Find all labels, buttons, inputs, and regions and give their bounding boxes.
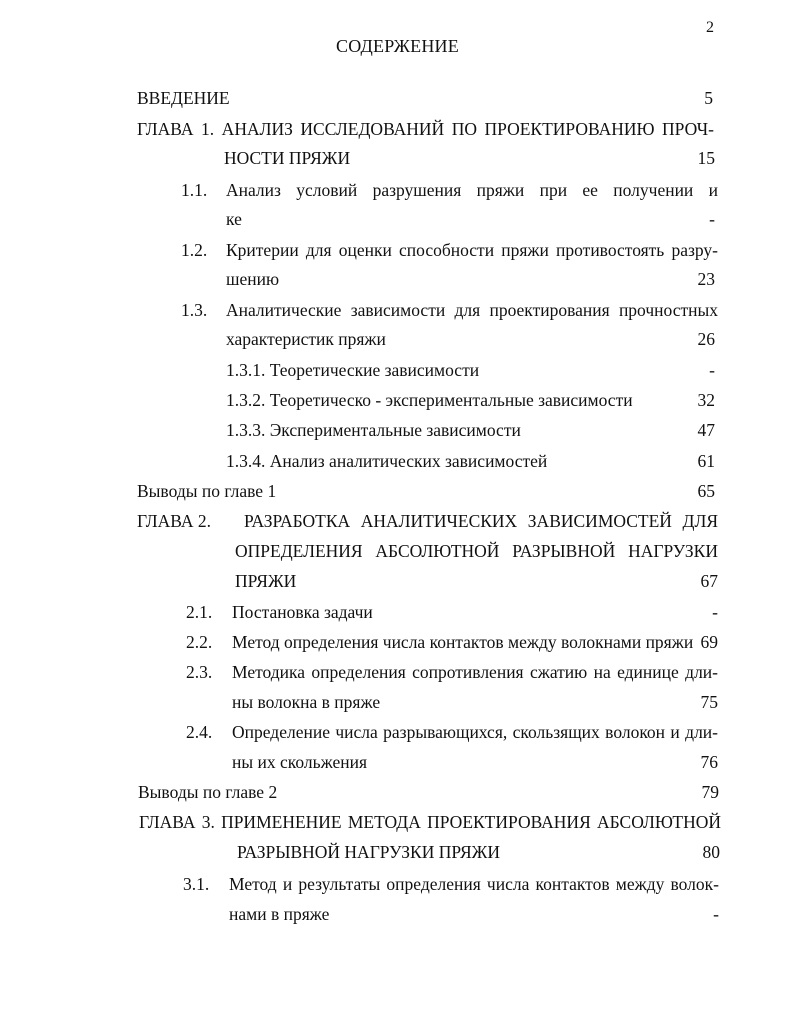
toc-entry-number: ГЛАВА 2. [137, 511, 212, 531]
toc-entry-text: ке [226, 209, 242, 229]
toc-entry-page: 5 [704, 88, 713, 108]
toc-entry-page: 23 [697, 269, 715, 289]
toc-entry-page: 15 [697, 148, 715, 168]
toc-entry-page: 26 [697, 329, 715, 349]
toc-entry-text: ГЛАВА 3. ПРИМЕНЕНИЕ МЕТОДА ПРОЕКТИРОВАНИЯ АБСОЛЮТНОЙ [139, 812, 721, 832]
toc-entry-text: нами в пряже [229, 904, 330, 924]
toc-entry-page: - [712, 602, 718, 622]
toc-entry-text: 1.3.2. Теоретическо - экспериментальные зависимости [226, 390, 633, 410]
toc-entry-text: Анализ условий разрушения пряжи при ее получении и [226, 180, 718, 200]
toc-entry-text: ОПРЕДЕЛЕНИЯ АБСОЛЮТНОЙ РАЗРЫВНОЙ НАГРУЗКИ [235, 541, 718, 561]
page-title: СОДЕРЖЕНИЕ [336, 36, 459, 56]
toc-entry-text: Критерии для оценки способности пряжи противостоять разру- [226, 240, 718, 260]
toc-entry-text: шению [226, 269, 280, 289]
toc-entry-text: характеристик пряжи [226, 329, 386, 349]
toc-entry-text: 1.3.1. Теоретические зависимости [226, 360, 480, 380]
toc-entry-page: 67 [700, 571, 718, 591]
toc-entry-text: РАЗРЫВНОЙ НАГРУЗКИ ПРЯЖИ [237, 842, 500, 862]
toc-entry-page: - [713, 904, 719, 924]
toc-entry-number: 2.1. [186, 602, 213, 622]
toc-entry-page: - [709, 360, 715, 380]
toc-entry-text: ны их скольжения [232, 752, 368, 772]
toc-entry-text: РАЗРАБОТКА АНАЛИТИЧЕСКИХ ЗАВИСИМОСТЕЙ ДЛЯ [244, 511, 718, 531]
toc-entry-page: 75 [700, 692, 718, 712]
toc-entry-text: Методика определения сопротивления сжатию на единице дли- [232, 662, 718, 682]
toc-entry-page: 69 [700, 632, 718, 652]
toc-entry-number: 2.4. [186, 722, 213, 742]
toc-entry-text: ВВЕДЕНИЕ [137, 88, 230, 108]
toc-entry-text: 1.3.3. Экспериментальные зависимости [226, 420, 521, 440]
toc-entry-text: Выводы по главе 1 [137, 481, 277, 501]
toc-entry-number: 1.3. [181, 300, 208, 320]
toc-entry-page: 65 [697, 481, 715, 501]
toc-entry-page: - [709, 209, 715, 229]
toc-entry-text: НОСТИ ПРЯЖИ [224, 148, 351, 168]
toc-entry-number: 3.1. [183, 874, 210, 894]
toc-entry-number: 1.2. [181, 240, 208, 260]
toc-entry-text: 1.3.4. Анализ аналитических зависимостей [226, 451, 548, 471]
toc-entry-number: 1.1. [181, 180, 208, 200]
toc-entry-text: Определение числа разрывающихся, скользящих волокон и дли- [232, 722, 718, 742]
toc-entry-page: 76 [700, 752, 718, 772]
toc-entry-text: ГЛАВА 1. АНАЛИЗ ИССЛЕДОВАНИЙ ПО ПРОЕКТИРОВАНИЮ ПРОЧ- [137, 119, 714, 139]
toc-entry-text: Аналитические зависимости для проектирования прочностных [226, 300, 718, 320]
toc-entry-number: 2.3. [186, 662, 213, 682]
toc-entry-page: 61 [697, 451, 715, 471]
toc-entry-text: ПРЯЖИ [235, 571, 297, 591]
toc-entry-text: ны волокна в пряже [232, 692, 381, 712]
toc-entry-page: 79 [701, 782, 719, 802]
toc-entry-text: Метод и результаты определения числа контактов между волок- [229, 874, 719, 894]
toc-entry-text: Метод определения числа контактов между волокнами пряжи [232, 632, 694, 652]
toc-entry-page: 80 [702, 842, 720, 862]
toc-entry-page: 47 [697, 420, 715, 440]
toc-entry-text: Выводы по главе 2 [138, 782, 278, 802]
toc-entry-number: 2.2. [186, 632, 213, 652]
page-number: 2 [706, 19, 714, 36]
toc-entry-text: Постановка задачи [232, 602, 373, 622]
toc-entry-page: 32 [697, 390, 715, 410]
